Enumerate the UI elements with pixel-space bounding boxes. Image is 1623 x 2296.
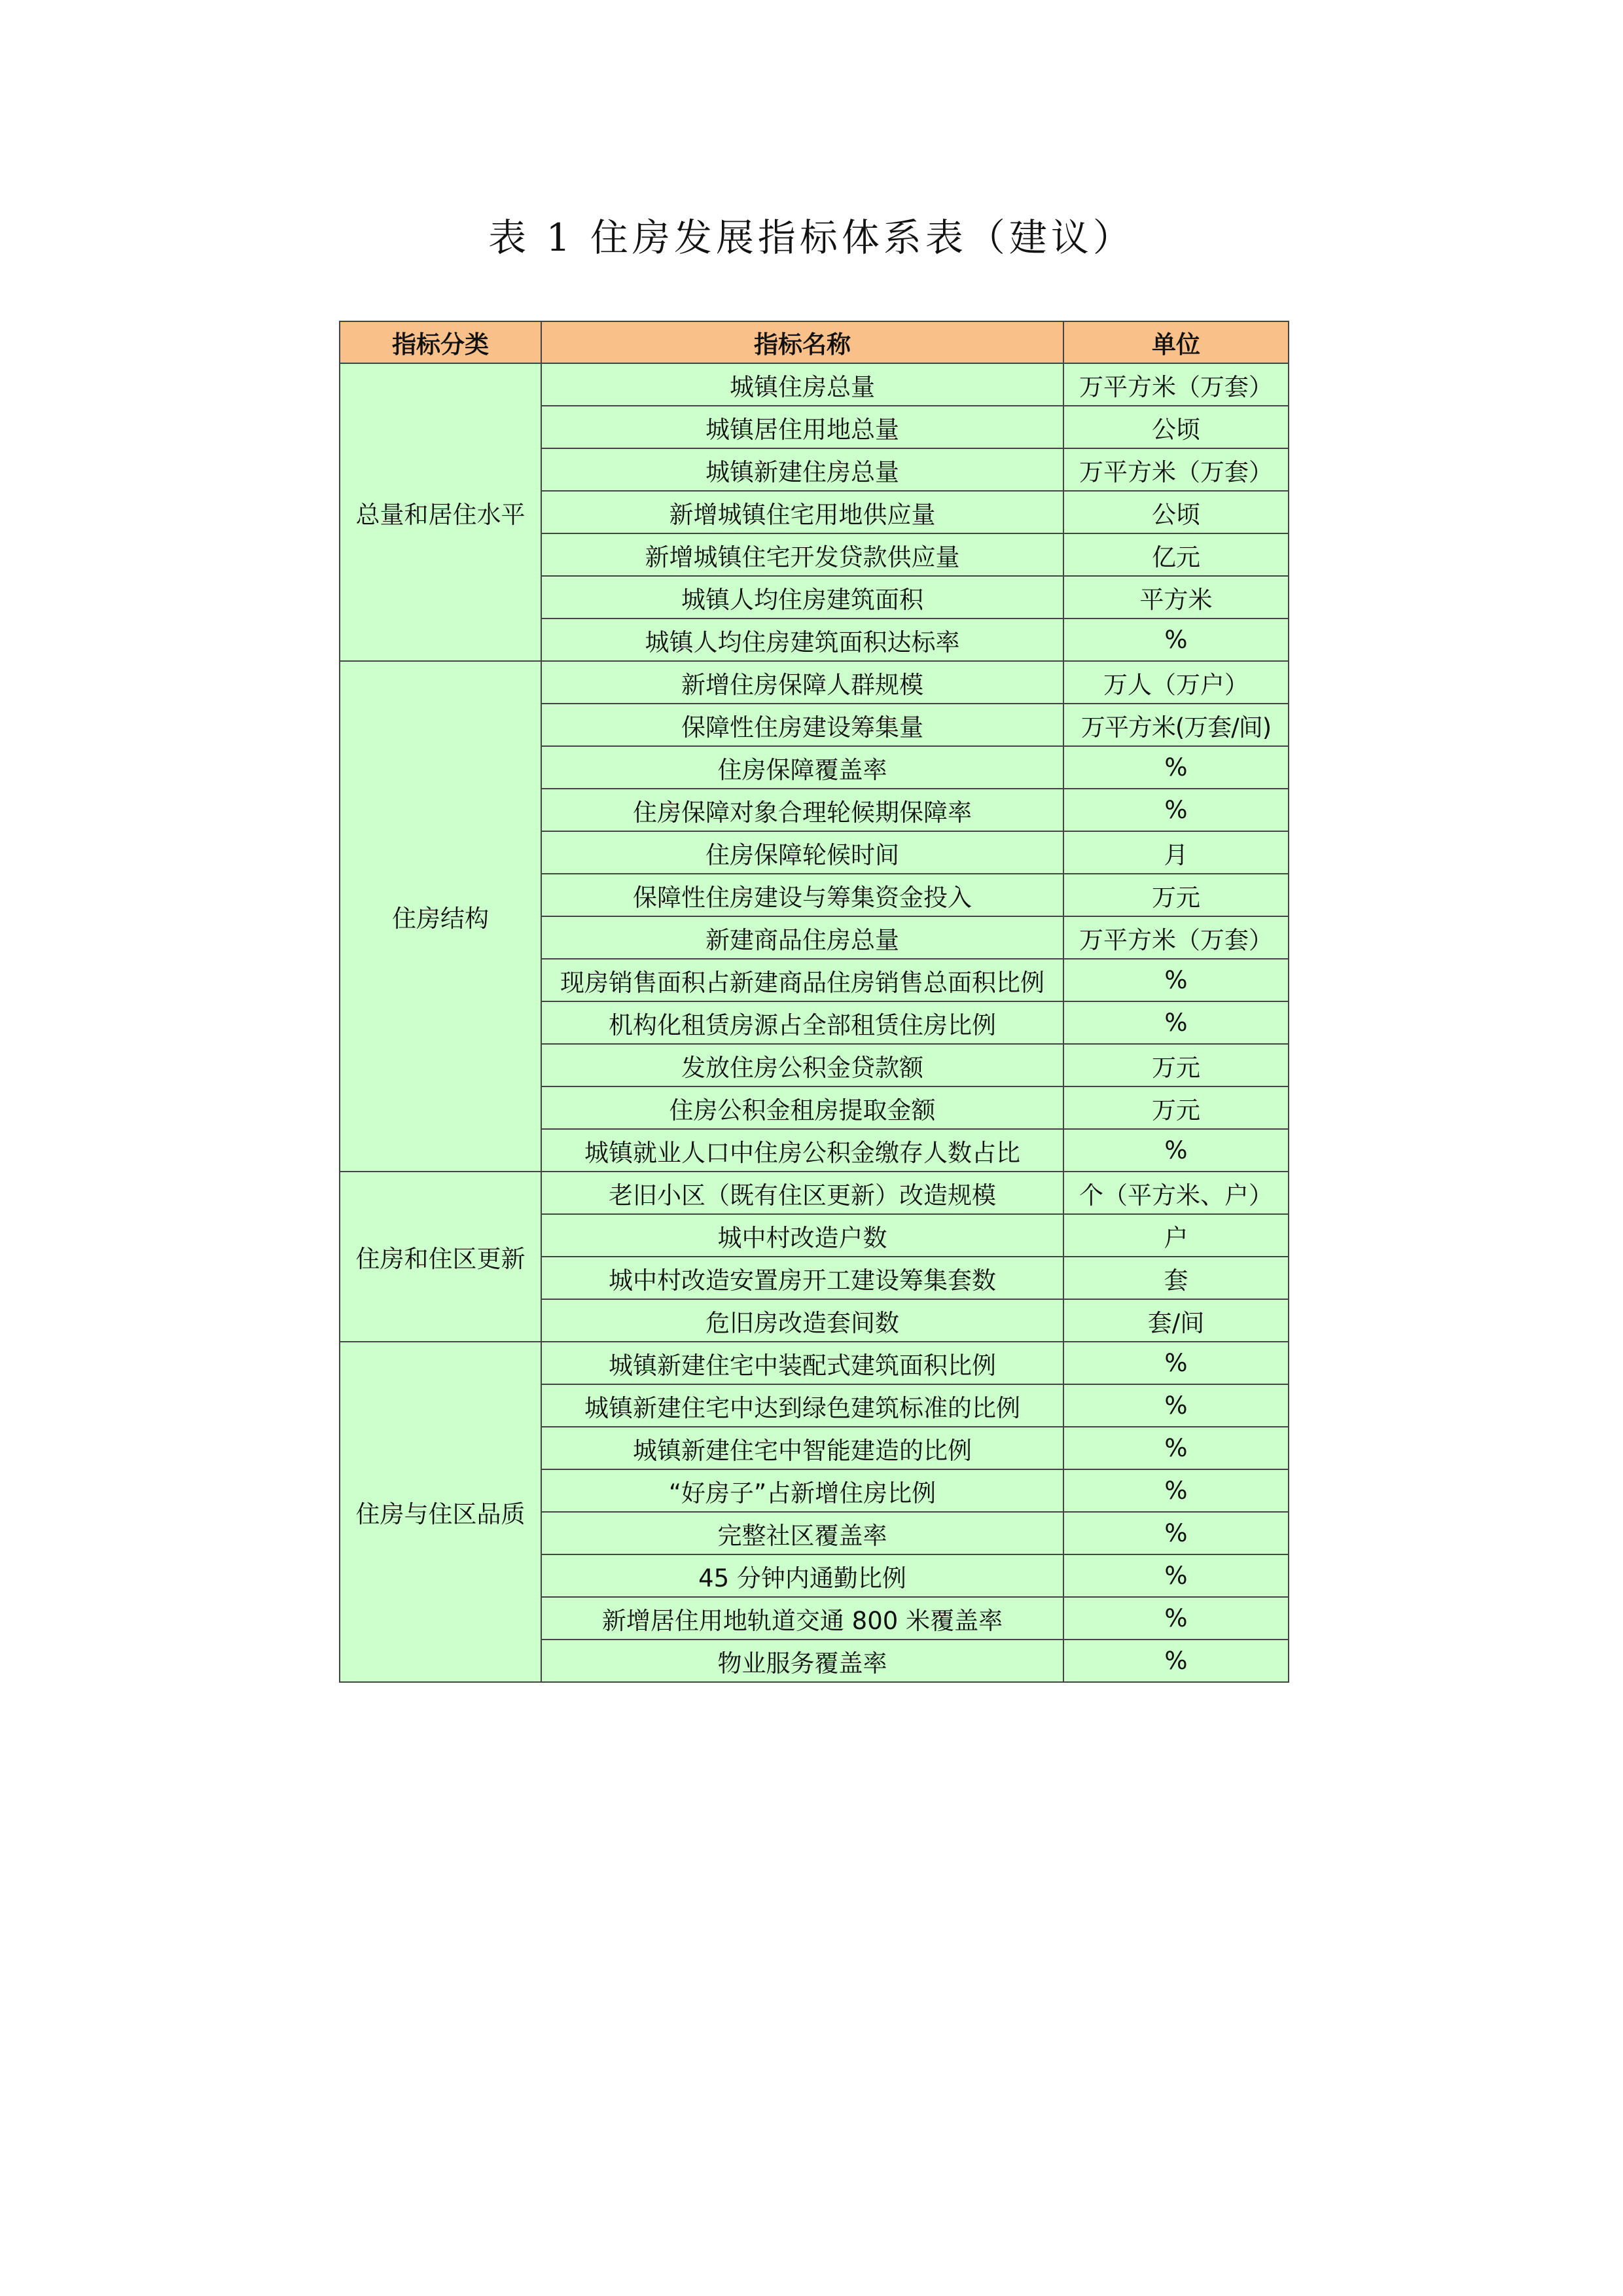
unit-cell: % <box>1063 789 1289 831</box>
indicator-name-cell: 危旧房改造套间数 <box>541 1299 1063 1342</box>
indicator-name-cell: 城镇就业人口中住房公积金缴存人数占比 <box>541 1129 1063 1172</box>
unit-cell: % <box>1063 1469 1289 1512</box>
table-body <box>340 363 1289 1682</box>
indicator-table <box>339 321 1289 1683</box>
indicator-name-cell: 城中村改造户数 <box>541 1214 1063 1257</box>
unit-cell: % <box>1063 1597 1289 1640</box>
indicator-name-cell: 机构化租赁房源占全部租赁住房比例 <box>541 1001 1063 1044</box>
indicator-name-cell: 城中村改造安置房开工建设筹集套数 <box>541 1257 1063 1299</box>
indicator-name-cell: 物业服务覆盖率 <box>541 1640 1063 1682</box>
unit-cell: 公顷 <box>1063 491 1289 533</box>
category-cell: 住房和住区更新 <box>340 1172 541 1342</box>
indicator-name-cell: 45 分钟内通勤比例 <box>541 1554 1063 1597</box>
table-row <box>340 1342 1289 1384</box>
table-header-row <box>340 321 1289 363</box>
unit-cell: 户 <box>1063 1214 1289 1257</box>
header-unit: 单位 <box>1063 321 1289 363</box>
unit-cell: % <box>1063 1512 1289 1554</box>
unit-cell: 万人（万户） <box>1063 661 1289 704</box>
indicator-name-cell: 城镇居住用地总量 <box>541 406 1063 448</box>
header-indicator-name: 指标名称 <box>541 321 1063 363</box>
indicator-name-cell: 住房公积金租房提取金额 <box>541 1086 1063 1129</box>
indicator-name-cell: 新增居住用地轨道交通 800 米覆盖率 <box>541 1597 1063 1640</box>
unit-cell: % <box>1063 1342 1289 1384</box>
indicator-name-cell: 城镇新建住宅中达到绿色建筑标准的比例 <box>541 1384 1063 1427</box>
unit-cell: % <box>1063 1554 1289 1597</box>
table-row <box>340 661 1289 704</box>
indicator-name-cell: 城镇新建住宅中智能建造的比例 <box>541 1427 1063 1469</box>
unit-cell: % <box>1063 1001 1289 1044</box>
indicator-name-cell: 完整社区覆盖率 <box>541 1512 1063 1554</box>
indicator-name-cell: 城镇住房总量 <box>541 363 1063 406</box>
indicator-name-cell: 住房保障对象合理轮候期保障率 <box>541 789 1063 831</box>
indicator-name-cell: 新增城镇住宅用地供应量 <box>541 491 1063 533</box>
indicator-name-cell: 现房销售面积占新建商品住房销售总面积比例 <box>541 959 1063 1001</box>
indicator-name-cell: 老旧小区（既有住区更新）改造规模 <box>541 1172 1063 1214</box>
indicator-name-cell: 住房保障轮候时间 <box>541 831 1063 874</box>
unit-cell: 套/间 <box>1063 1299 1289 1342</box>
indicator-name-cell: 城镇新建住房总量 <box>541 448 1063 491</box>
unit-cell: % <box>1063 1129 1289 1172</box>
unit-cell: 套 <box>1063 1257 1289 1299</box>
unit-cell: 亿元 <box>1063 533 1289 576</box>
unit-cell: % <box>1063 1384 1289 1427</box>
unit-cell: 个（平方米、户） <box>1063 1172 1289 1214</box>
unit-cell: 万平方米（万套） <box>1063 448 1289 491</box>
indicator-name-cell: 新建商品住房总量 <box>541 916 1063 959</box>
unit-cell: 月 <box>1063 831 1289 874</box>
unit-cell: 万元 <box>1063 874 1289 916</box>
unit-cell: % <box>1063 959 1289 1001</box>
unit-cell: 万平方米(万套/间) <box>1063 704 1289 746</box>
unit-cell: % <box>1063 619 1289 661</box>
indicator-name-cell: 住房保障覆盖率 <box>541 746 1063 789</box>
indicator-name-cell: 保障性住房建设与筹集资金投入 <box>541 874 1063 916</box>
unit-cell: 万平方米（万套） <box>1063 363 1289 406</box>
category-cell: 总量和居住水平 <box>340 363 541 661</box>
unit-cell: 平方米 <box>1063 576 1289 619</box>
indicator-name-cell: 发放住房公积金贷款额 <box>541 1044 1063 1086</box>
table-row <box>340 1172 1289 1214</box>
category-cell: 住房结构 <box>340 661 541 1172</box>
indicator-name-cell: 保障性住房建设筹集量 <box>541 704 1063 746</box>
category-cell: 住房与住区品质 <box>340 1342 541 1682</box>
header-category: 指标分类 <box>340 321 541 363</box>
unit-cell: 万平方米（万套） <box>1063 916 1289 959</box>
page-title: 表 1 住房发展指标体系表（建议） <box>488 215 1135 260</box>
unit-cell: 万元 <box>1063 1086 1289 1129</box>
unit-cell: % <box>1063 1640 1289 1682</box>
indicator-name-cell: 城镇人均住房建筑面积达标率 <box>541 619 1063 661</box>
indicator-name-cell: 城镇人均住房建筑面积 <box>541 576 1063 619</box>
unit-cell: 万元 <box>1063 1044 1289 1086</box>
unit-cell: % <box>1063 1427 1289 1469</box>
indicator-name-cell: 新增城镇住宅开发贷款供应量 <box>541 533 1063 576</box>
indicator-name-cell: “好房子”占新增住房比例 <box>541 1469 1063 1512</box>
indicator-name-cell: 城镇新建住宅中装配式建筑面积比例 <box>541 1342 1063 1384</box>
unit-cell: 公顷 <box>1063 406 1289 448</box>
table-row <box>340 363 1289 406</box>
unit-cell: % <box>1063 746 1289 789</box>
indicator-name-cell: 新增住房保障人群规模 <box>541 661 1063 704</box>
